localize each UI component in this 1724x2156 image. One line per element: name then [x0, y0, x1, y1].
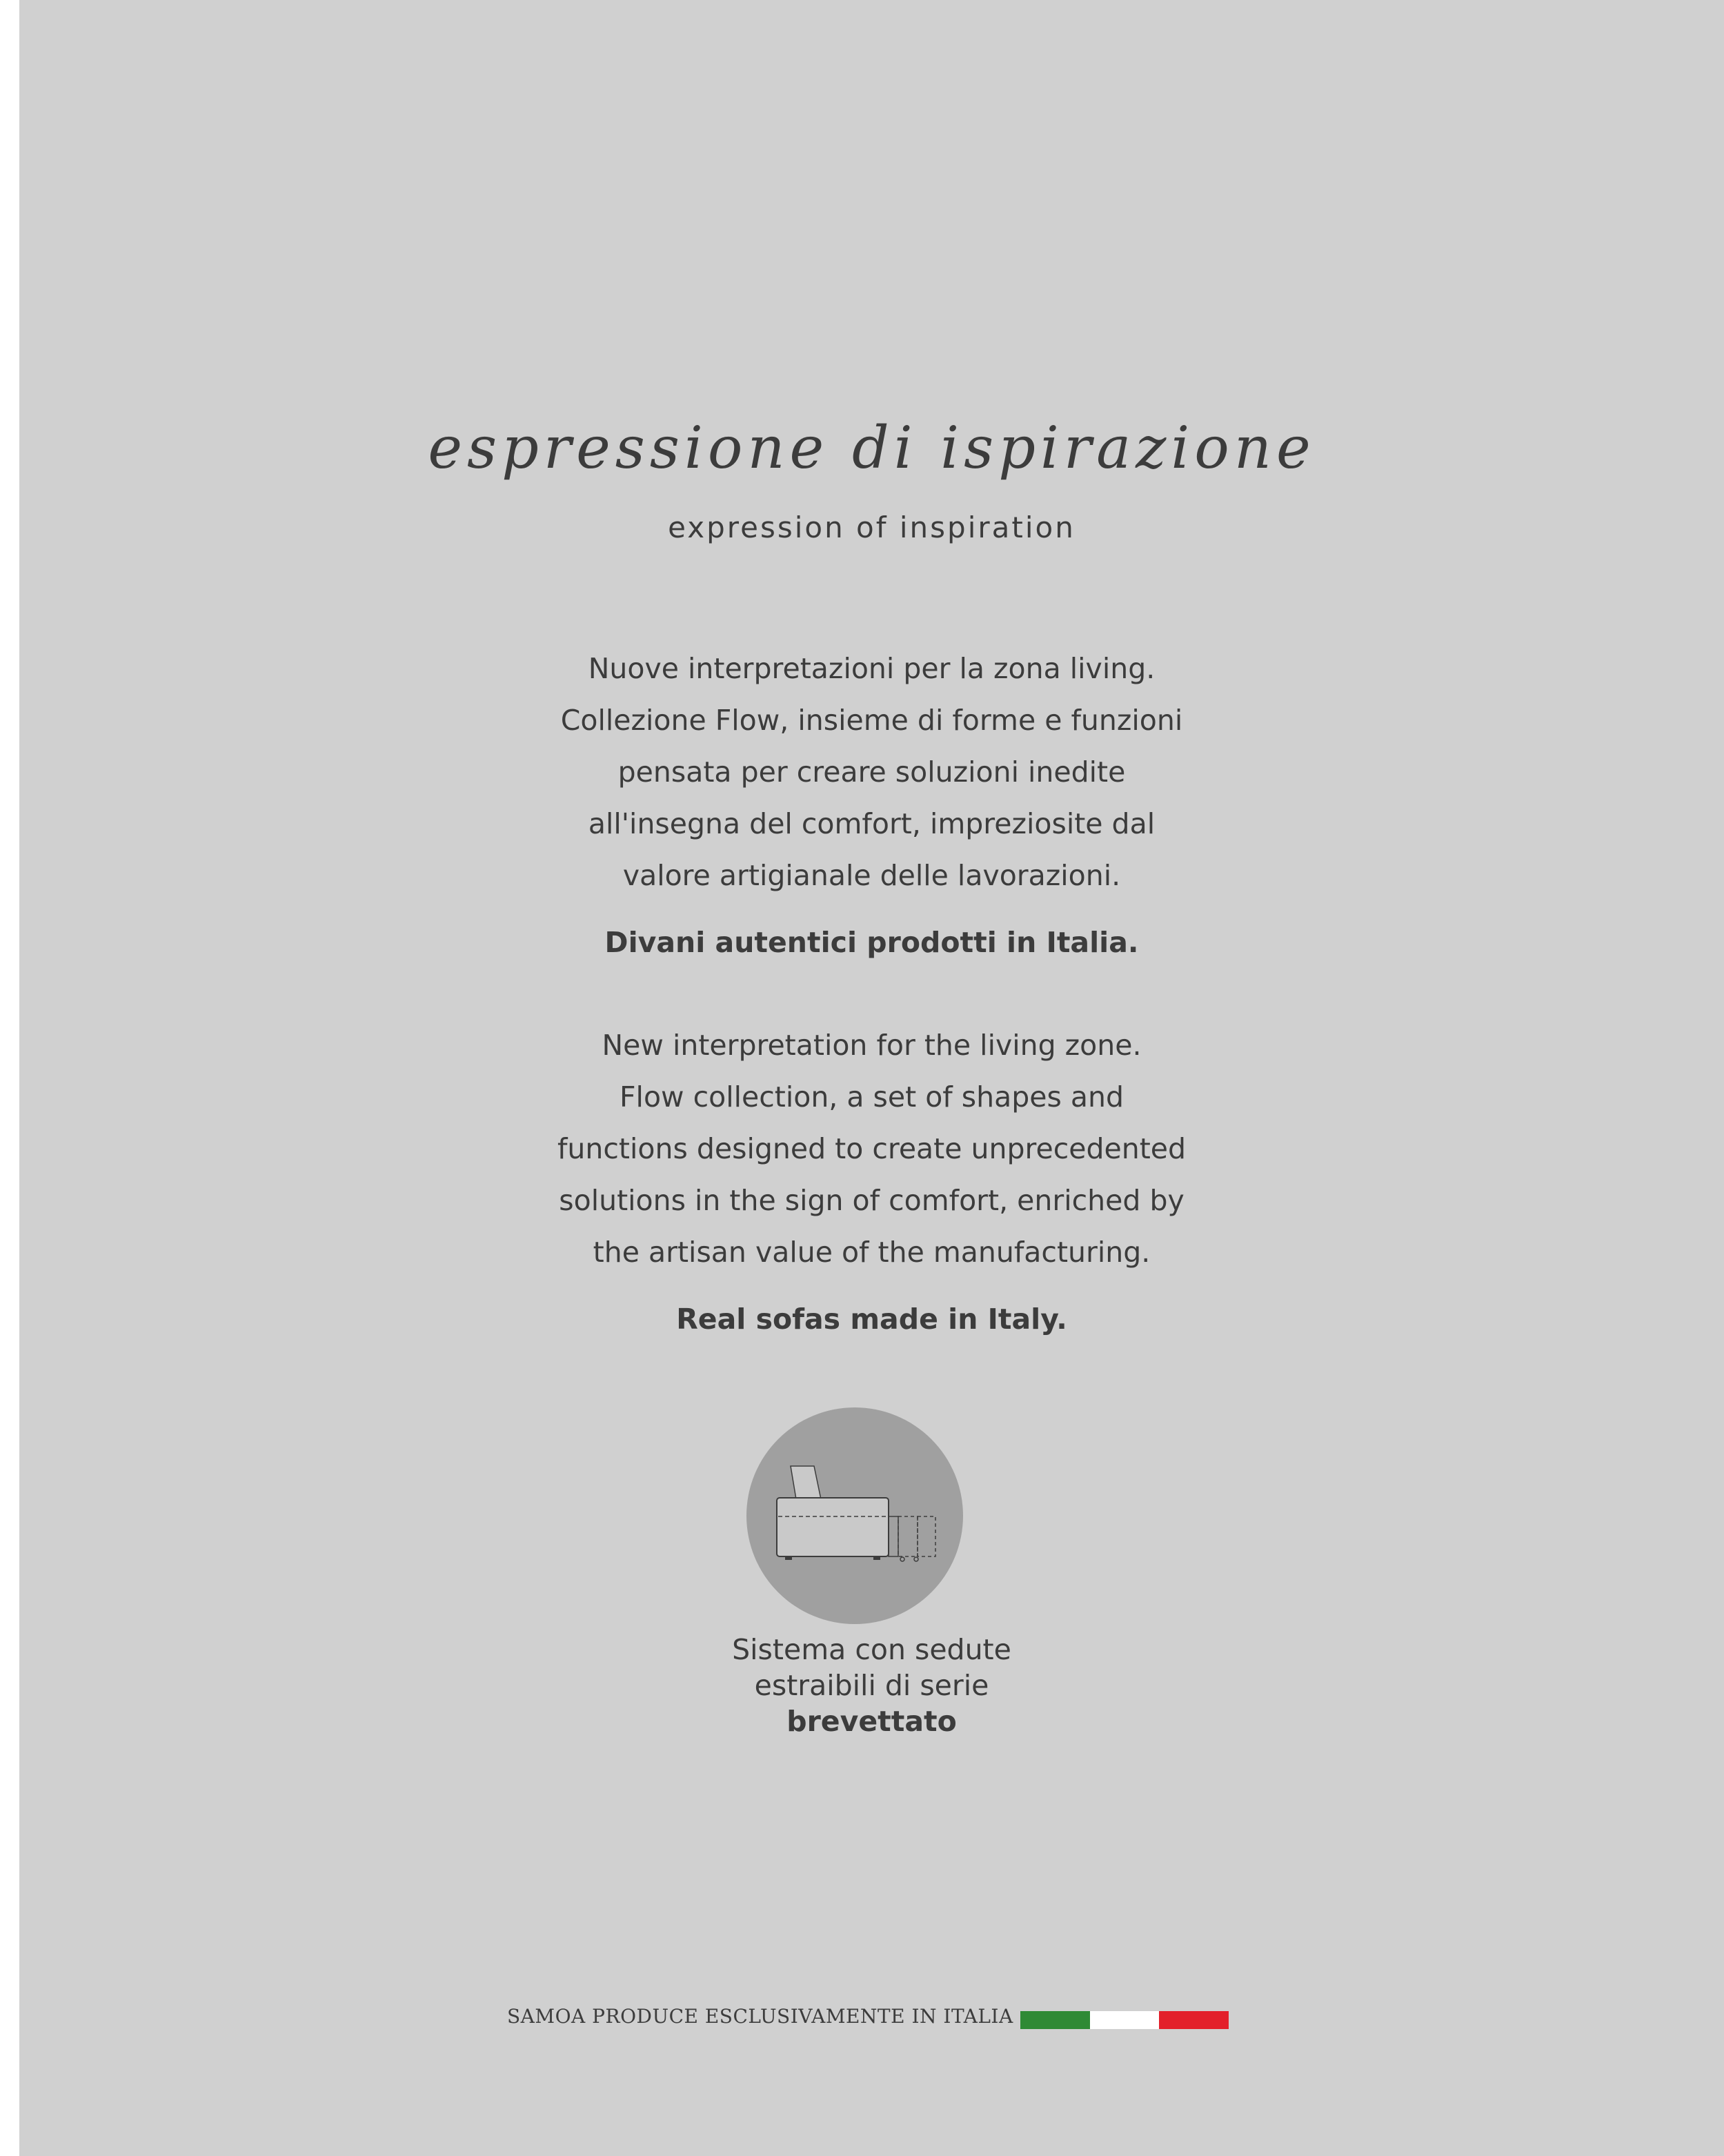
feature-caption-highlight: brevettato: [786, 1705, 957, 1738]
english-line: the artisan value of the manufacturing.: [593, 1236, 1151, 1269]
flag-green-stripe: [1020, 2011, 1090, 2029]
italian-line: valore artigianale delle lavorazioni.: [622, 859, 1121, 892]
italian-flag-icon: [1020, 2011, 1229, 2029]
italian-description: [19, 643, 1724, 969]
english-line: New interpretation for the living zone.: [602, 1029, 1142, 1062]
italian-line: all'insegna del comfort, impreziosite dal: [588, 807, 1156, 840]
feature-caption-line: Sistema con sedute: [732, 1633, 1011, 1666]
page-title: espressione di ispirazione: [428, 414, 1316, 482]
italian-tagline: Divani autentici prodotti in Italia.: [604, 926, 1139, 959]
english-line: solutions in the sign of comfort, enriched by: [559, 1184, 1185, 1217]
english-tagline: Real sofas made in Italy.: [676, 1303, 1067, 1336]
catalog-page: [19, 0, 1724, 2156]
english-line: functions designed to create unprecedented: [557, 1132, 1187, 1165]
italian-line: Nuove interpretazioni per la zona living.: [588, 652, 1156, 685]
italian-line: Collezione Flow, insieme di forme e funzioni: [560, 704, 1183, 737]
english-description: [19, 1020, 1724, 1345]
sofa-pullout-seat-icon: [746, 1407, 963, 1624]
feature-caption: [19, 1632, 1724, 1739]
footer-statement: SAMOA PRODUCE ESCLUSIVAMENTE IN ITALIA: [507, 2005, 1013, 2028]
italian-line: pensata per creare soluzioni inedite: [617, 755, 1126, 789]
page-subtitle: expression of inspiration: [668, 511, 1076, 544]
feature-caption-line: estraibili di serie: [754, 1669, 989, 1702]
flag-white-stripe: [1090, 2011, 1160, 2029]
english-line: Flow collection, a set of shapes and: [619, 1080, 1124, 1114]
flag-red-stripe: [1159, 2011, 1229, 2029]
